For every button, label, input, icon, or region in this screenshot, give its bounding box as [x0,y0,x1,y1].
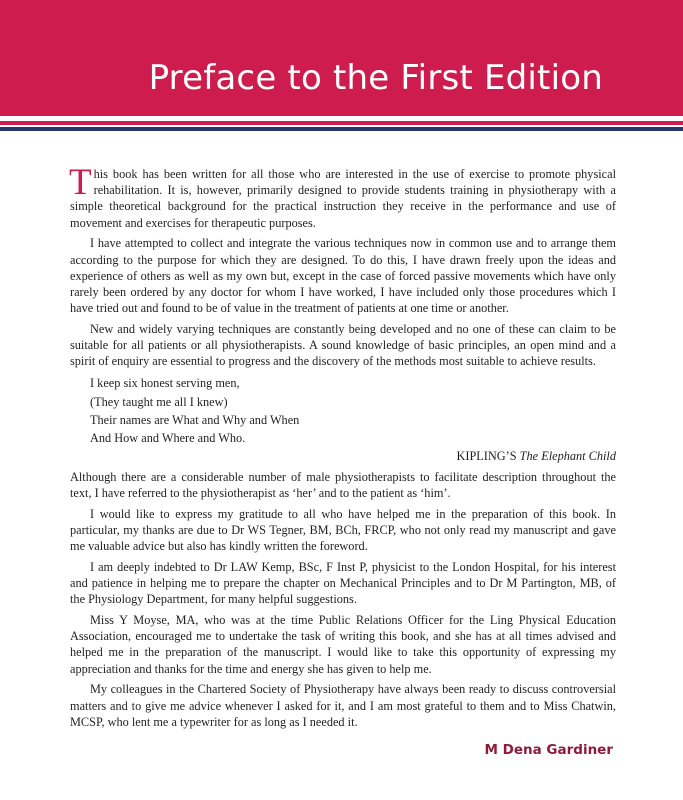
poem-line: (They taught me all I knew) [90,394,228,409]
header-banner [0,0,683,116]
poem-quote [70,374,616,448]
attribution-author: KIPLING’S [456,448,520,463]
paragraph-6: I am deeply indebted to Dr LAW Kemp, BSc, F Inst P, physicist to the London Hospital, for his interest and patience in helping me to prepare the chapter on Mechanical Principles and to Dr M Partington, MB, of the Physiology Department, for many helpful suggestions. [70,559,616,607]
poem-line: I keep six honest serving men, [90,376,240,391]
poem-line: And How and Where and Who. [90,431,246,446]
paragraph-1-text: his book has been written for all those who are interested in the use of exercise to promote physical rehabilitation. It is, however, primarily designed to provide students training in physiotherapy with a simple theoretical background for the practical instruction they receive in the performance and use of movement and exercises for therapeutic purposes. [70,167,616,230]
paragraph-4: Although there are a considerable number of male physiotherapists to facilitate description throughout the text, I have referred to the physiotherapist as ‘her’ and to the patient as ‘him’. [70,469,616,500]
paragraph-5: I would like to express my gratitude to all who have helped me in the preparation of this book. In particular, my thanks are due to Dr WS Tegner, BM, BCh, FRCP, who not only read my manuscript and gave me valuable advice but also has kindly written the foreword. [70,506,616,554]
quote-attribution [70,448,616,464]
poem-line: Their names are What and Why and When [90,413,300,428]
paragraph-8: My colleagues in the Chartered Society of Physiotherapy have always been ready to discuss controversial matters and to give me advice whenever I asked for it, and I am most grateful to them and to Miss Chatwin, MCSP, who lent me a typewriter for as long as I needed it. [70,682,616,729]
paragraph-2: I have attempted to collect and integrate the various techniques now in common use and to arrange them according to the purpose for which they are designed. To do this, I have drawn freely upon the ideas and experience of others as well as my own but, except in the case of forced passive movements which have only rarely been ordered by any doctor for whom I have worked, I have included only those procedures which I have tried out and found to be of value in the treatment of patients at one time or another. [70,236,616,316]
author-signature: M Dena Gardiner [484,742,613,758]
paragraph-3: New and widely varying techniques are constantly being developed and no one of these can claim to be suitable for all patients or all physiotherapists. A sound knowledge of basic principles, an open mind and a spirit of enquiry are essential to progress and the discovery of the methods most suitable to achieve results. [70,322,616,369]
divider-navy [0,127,683,131]
paragraph-7: Miss Y Moyse, MA, who was at the time Public Relations Officer for the Ling Physical Education Association, encouraged me to undertake the task of writing this book, and she has at all times advised and helped me in the preparation of the manuscript. I would like to take this opportunity of expressing my appreciation and thanks for the time and energy she has given to help me. [70,613,616,676]
page-title: Preface to the First Edition [148,58,603,98]
divider-red [0,121,683,125]
paragraph-1 [69,162,616,231]
attribution-work: The Elephant Child [519,448,616,463]
drop-cap: T [69,162,92,203]
preface-body [69,162,616,735]
